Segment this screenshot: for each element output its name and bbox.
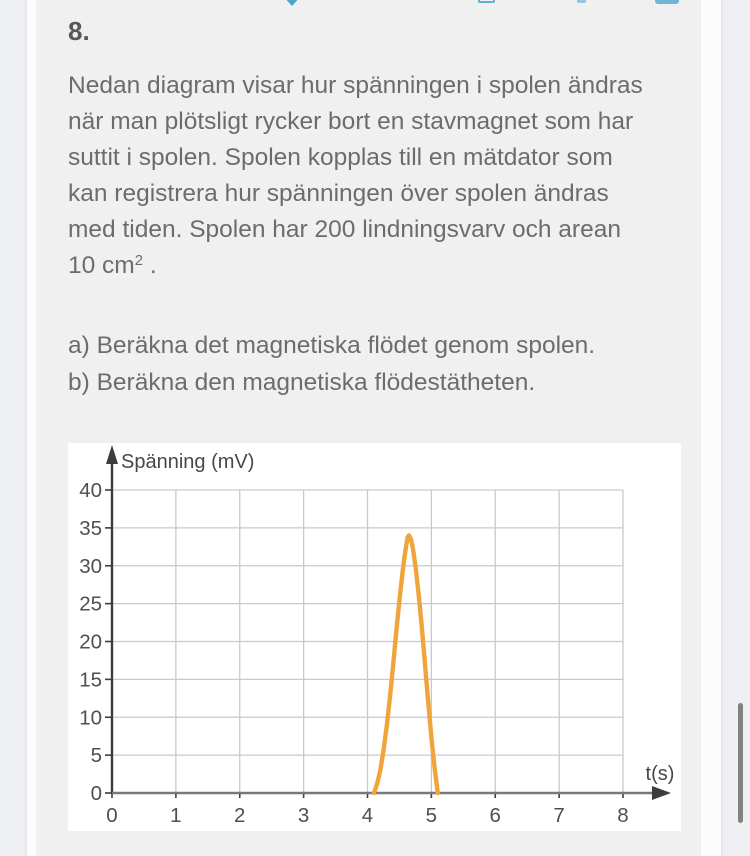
y-tick-label: 35 bbox=[79, 516, 102, 540]
body-line-last bbox=[68, 248, 643, 284]
body-line: med tiden. Spolen har 200 lindningsvarv och arean bbox=[68, 216, 621, 243]
body-line: Nedan diagram visar hur spänningen i spolen ändras bbox=[68, 72, 643, 99]
y-tick-label: 10 bbox=[79, 706, 102, 730]
area-period: . bbox=[143, 252, 157, 279]
task-a: a) Beräkna det magnetiska flödet genom spolen. bbox=[68, 332, 596, 359]
y-tick-label: 0 bbox=[90, 782, 102, 805]
x-axis-arrowhead bbox=[652, 786, 671, 800]
voltage-curve bbox=[374, 535, 438, 793]
y-tick-label: 20 bbox=[79, 630, 102, 654]
voltage-time-chart bbox=[68, 443, 681, 831]
y-tick-label: 40 bbox=[79, 479, 102, 502]
area-value: 10 cm bbox=[68, 252, 135, 279]
bar-icon[interactable] bbox=[655, 0, 679, 4]
superscript-2: 2 bbox=[134, 252, 144, 269]
question-tasks bbox=[68, 327, 595, 401]
x-tick-label: 1 bbox=[170, 804, 182, 827]
chevron-down-icon[interactable] bbox=[283, 0, 301, 6]
task-b: b) Beräkna den magnetiska flödestätheten. bbox=[68, 369, 536, 396]
y-tick-label: 15 bbox=[79, 668, 102, 692]
x-tick-label: 7 bbox=[553, 804, 565, 827]
x-tick-label: 2 bbox=[234, 804, 246, 827]
body-line: kan registrera hur spänningen över spolen ändras bbox=[68, 180, 609, 207]
x-tick-label: 0 bbox=[106, 804, 118, 827]
x-tick-label: 3 bbox=[297, 804, 310, 827]
y-tick-label: 30 bbox=[79, 554, 102, 578]
question-body bbox=[68, 68, 643, 284]
y-tick-label: 25 bbox=[79, 592, 102, 616]
body-line: när man plötsligt rycker bort en stavmagnet som har bbox=[68, 108, 634, 135]
voltage-time-chart-figure bbox=[68, 443, 681, 831]
square-outline-icon[interactable] bbox=[478, 0, 495, 3]
question-number: 8. bbox=[68, 16, 90, 46]
y-axis-title: Spänning (mV) bbox=[121, 451, 255, 473]
x-tick-label: 4 bbox=[361, 804, 374, 827]
y-axis-arrowhead bbox=[106, 445, 118, 464]
dot-icon[interactable] bbox=[577, 0, 586, 3]
x-tick-label: 8 bbox=[617, 804, 629, 827]
x-axis-title: t(s) bbox=[645, 763, 675, 785]
scrollbar-thumb[interactable] bbox=[738, 703, 743, 823]
y-tick-label: 5 bbox=[90, 744, 102, 768]
x-tick-label: 6 bbox=[489, 804, 501, 827]
body-line: suttit i spolen. Spolen kopplas till en mätdator som bbox=[68, 144, 613, 171]
x-tick-label: 5 bbox=[425, 804, 438, 827]
